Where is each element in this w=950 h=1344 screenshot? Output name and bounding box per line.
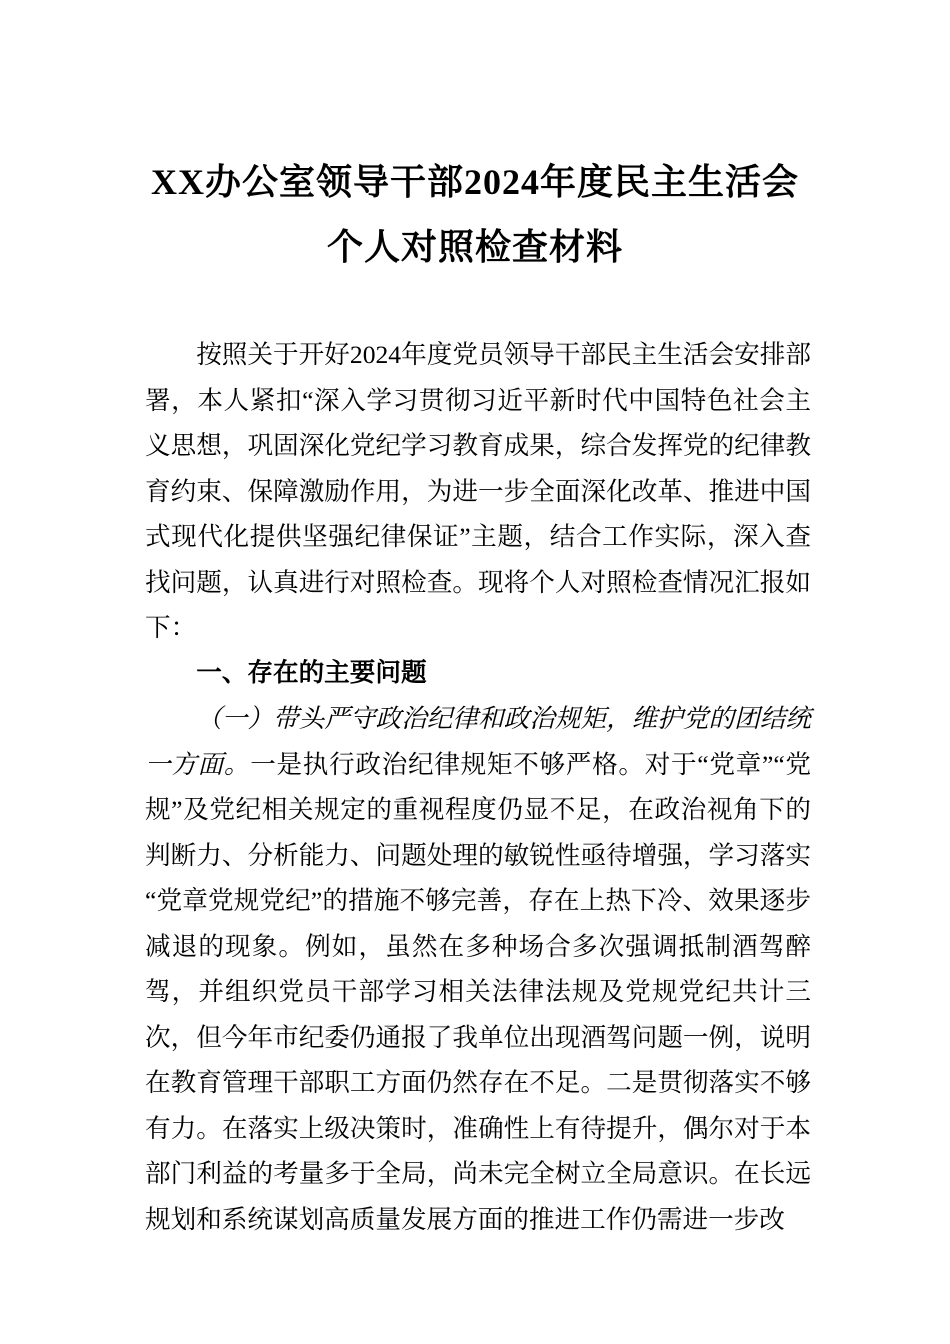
item-1-paragraph <box>145 696 811 1242</box>
section-1-heading: 一、存在的主要问题 <box>196 658 427 687</box>
document-title <box>0 150 950 280</box>
document-title-line-2: 个人对照检查材料 <box>326 227 623 267</box>
document-title-line-1: XX办公室领导干部2024年度民主生活会 <box>151 162 799 202</box>
document-body <box>145 332 811 1242</box>
intro-paragraph: 按照关于开好2024年度党员领导干部民主生活会安排部署，本人紧扣“深入学习贯彻习近平新时代中国特色社会主义思想，巩固深化党纪学习教育成果，综合发挥党的纪律教育约束、保障激励作用，为进一步全面深化改革、推进中国式现代化提供坚强纪律保证”主题，结合工作实际，深入查找问题，认真进行对照检查。现将个人对照检查情况汇报如下： <box>145 340 811 642</box>
item-1-body-text: 一是执行政治纪律规矩不够严格。对于“党章”“党规”及党纪相关规定的重视程度仍显不足，在政治视角下的判断力、分析能力、问题处理的敏锐性亟待增强，学习落实“党章党规党纪”的措施不够完善，存在上热下冷、效果逐步减退的现象。例如，虽然在多种场合多次强调抵制酒驾醉驾，并组织党员干部学习相关法律法规及党规党纪共计三次，但今年市纪委仍通报了我单位出现酒驾问题一例，说明在教育管理干部职工方面仍然存在不足。二是贯彻落实不够有力。在落实上级决策时，准确性上有待提升，偶尔对于本部门利益的考量多于全局，尚未完全树立全局意识。在长远规划和系统谋划高质量发展方面的推进工作仍需进一步改 <box>145 749 811 1234</box>
item-1-lead-sentence: （一）带头严守政治纪律和政治规矩，维护党的团结统一方面。 <box>145 704 811 779</box>
